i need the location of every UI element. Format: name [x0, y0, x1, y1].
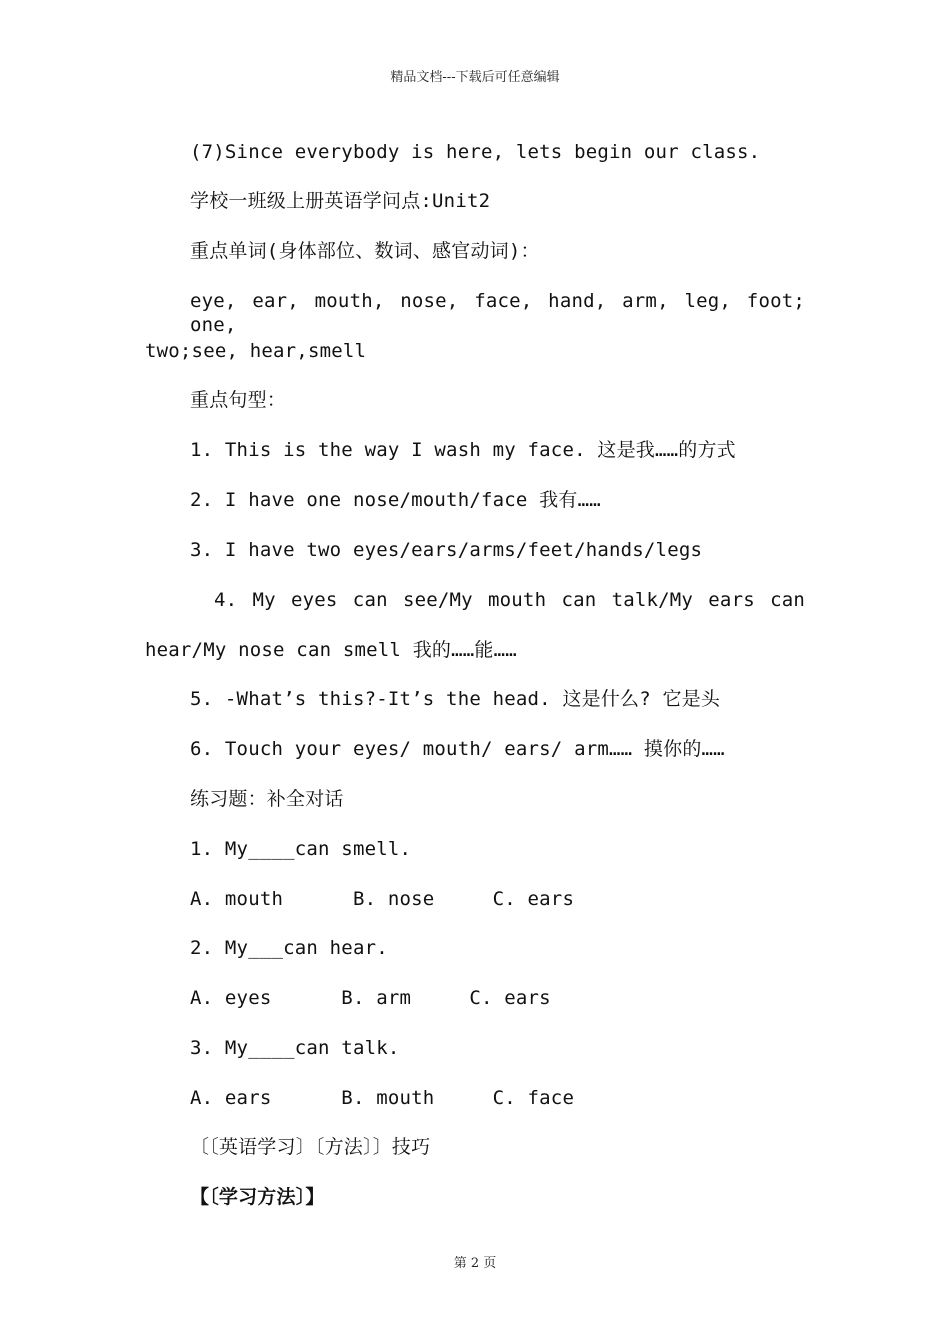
text-line-sentence-6: 6. Touch your eyes/ mouth/ ears/ arm…… 摸你的……	[190, 738, 725, 760]
text-line-since-everybody: (7)Since everybody is here, lets begin our class.	[190, 141, 761, 163]
page-header: 精品文档---下载后可任意编辑	[390, 70, 560, 85]
text-line-question-1: 1. My____can smell.	[190, 838, 412, 860]
text-line-question-1-options: A. mouth B. nose C. ears	[190, 888, 575, 910]
text-line-sentence-3: 3. I have two eyes/ears/arms/feet/hands/legs	[190, 539, 703, 561]
text-line-sentence-2: 2. I have one nose/mouth/face 我有……	[190, 489, 601, 511]
text-line-question-3: 3. My____can talk.	[190, 1037, 400, 1059]
text-line-key-words-part2: two;see, hear,smell	[145, 340, 367, 362]
text-line-sentence-1: 1. This is the way I wash my face. 这是我……的方式	[190, 439, 736, 461]
text-line-learning-methods-heading: 【〔学习方法〕】	[190, 1186, 325, 1208]
text-line-question-2: 2. My___can hear.	[190, 937, 388, 959]
page-number: 第 2 页	[453, 1256, 497, 1271]
text-line-learning-tips-heading: 〔〔英语学习〕〔方法〕〕技巧	[190, 1136, 431, 1158]
text-line-sentence-5: 5. -What’s this?-It’s the head. 这是什么? 它是头	[190, 688, 721, 710]
text-line-key-words-heading: 重点单词(身体部位、数词、感官动词)：	[190, 240, 540, 262]
text-line-key-words-part1: eye, ear, mouth, nose, face, hand, arm, leg, foot; one,	[190, 290, 805, 336]
text-line-sentence-4-part1: 4. My eyes can see/My mouth can talk/My ears can	[214, 589, 805, 611]
text-line-unit2-title: 学校一班级上册英语学问点:Unit2	[190, 190, 491, 212]
text-line-question-2-options: A. eyes B. arm C. ears	[190, 987, 551, 1009]
text-line-question-3-options: A. ears B. mouth C. face	[190, 1087, 575, 1109]
text-line-key-sentences-heading: 重点句型：	[190, 389, 287, 411]
text-line-exercise-heading: 练习题：补全对话	[190, 788, 344, 810]
text-line-sentence-4-part2: hear/My nose can smell 我的……能……	[145, 639, 517, 661]
